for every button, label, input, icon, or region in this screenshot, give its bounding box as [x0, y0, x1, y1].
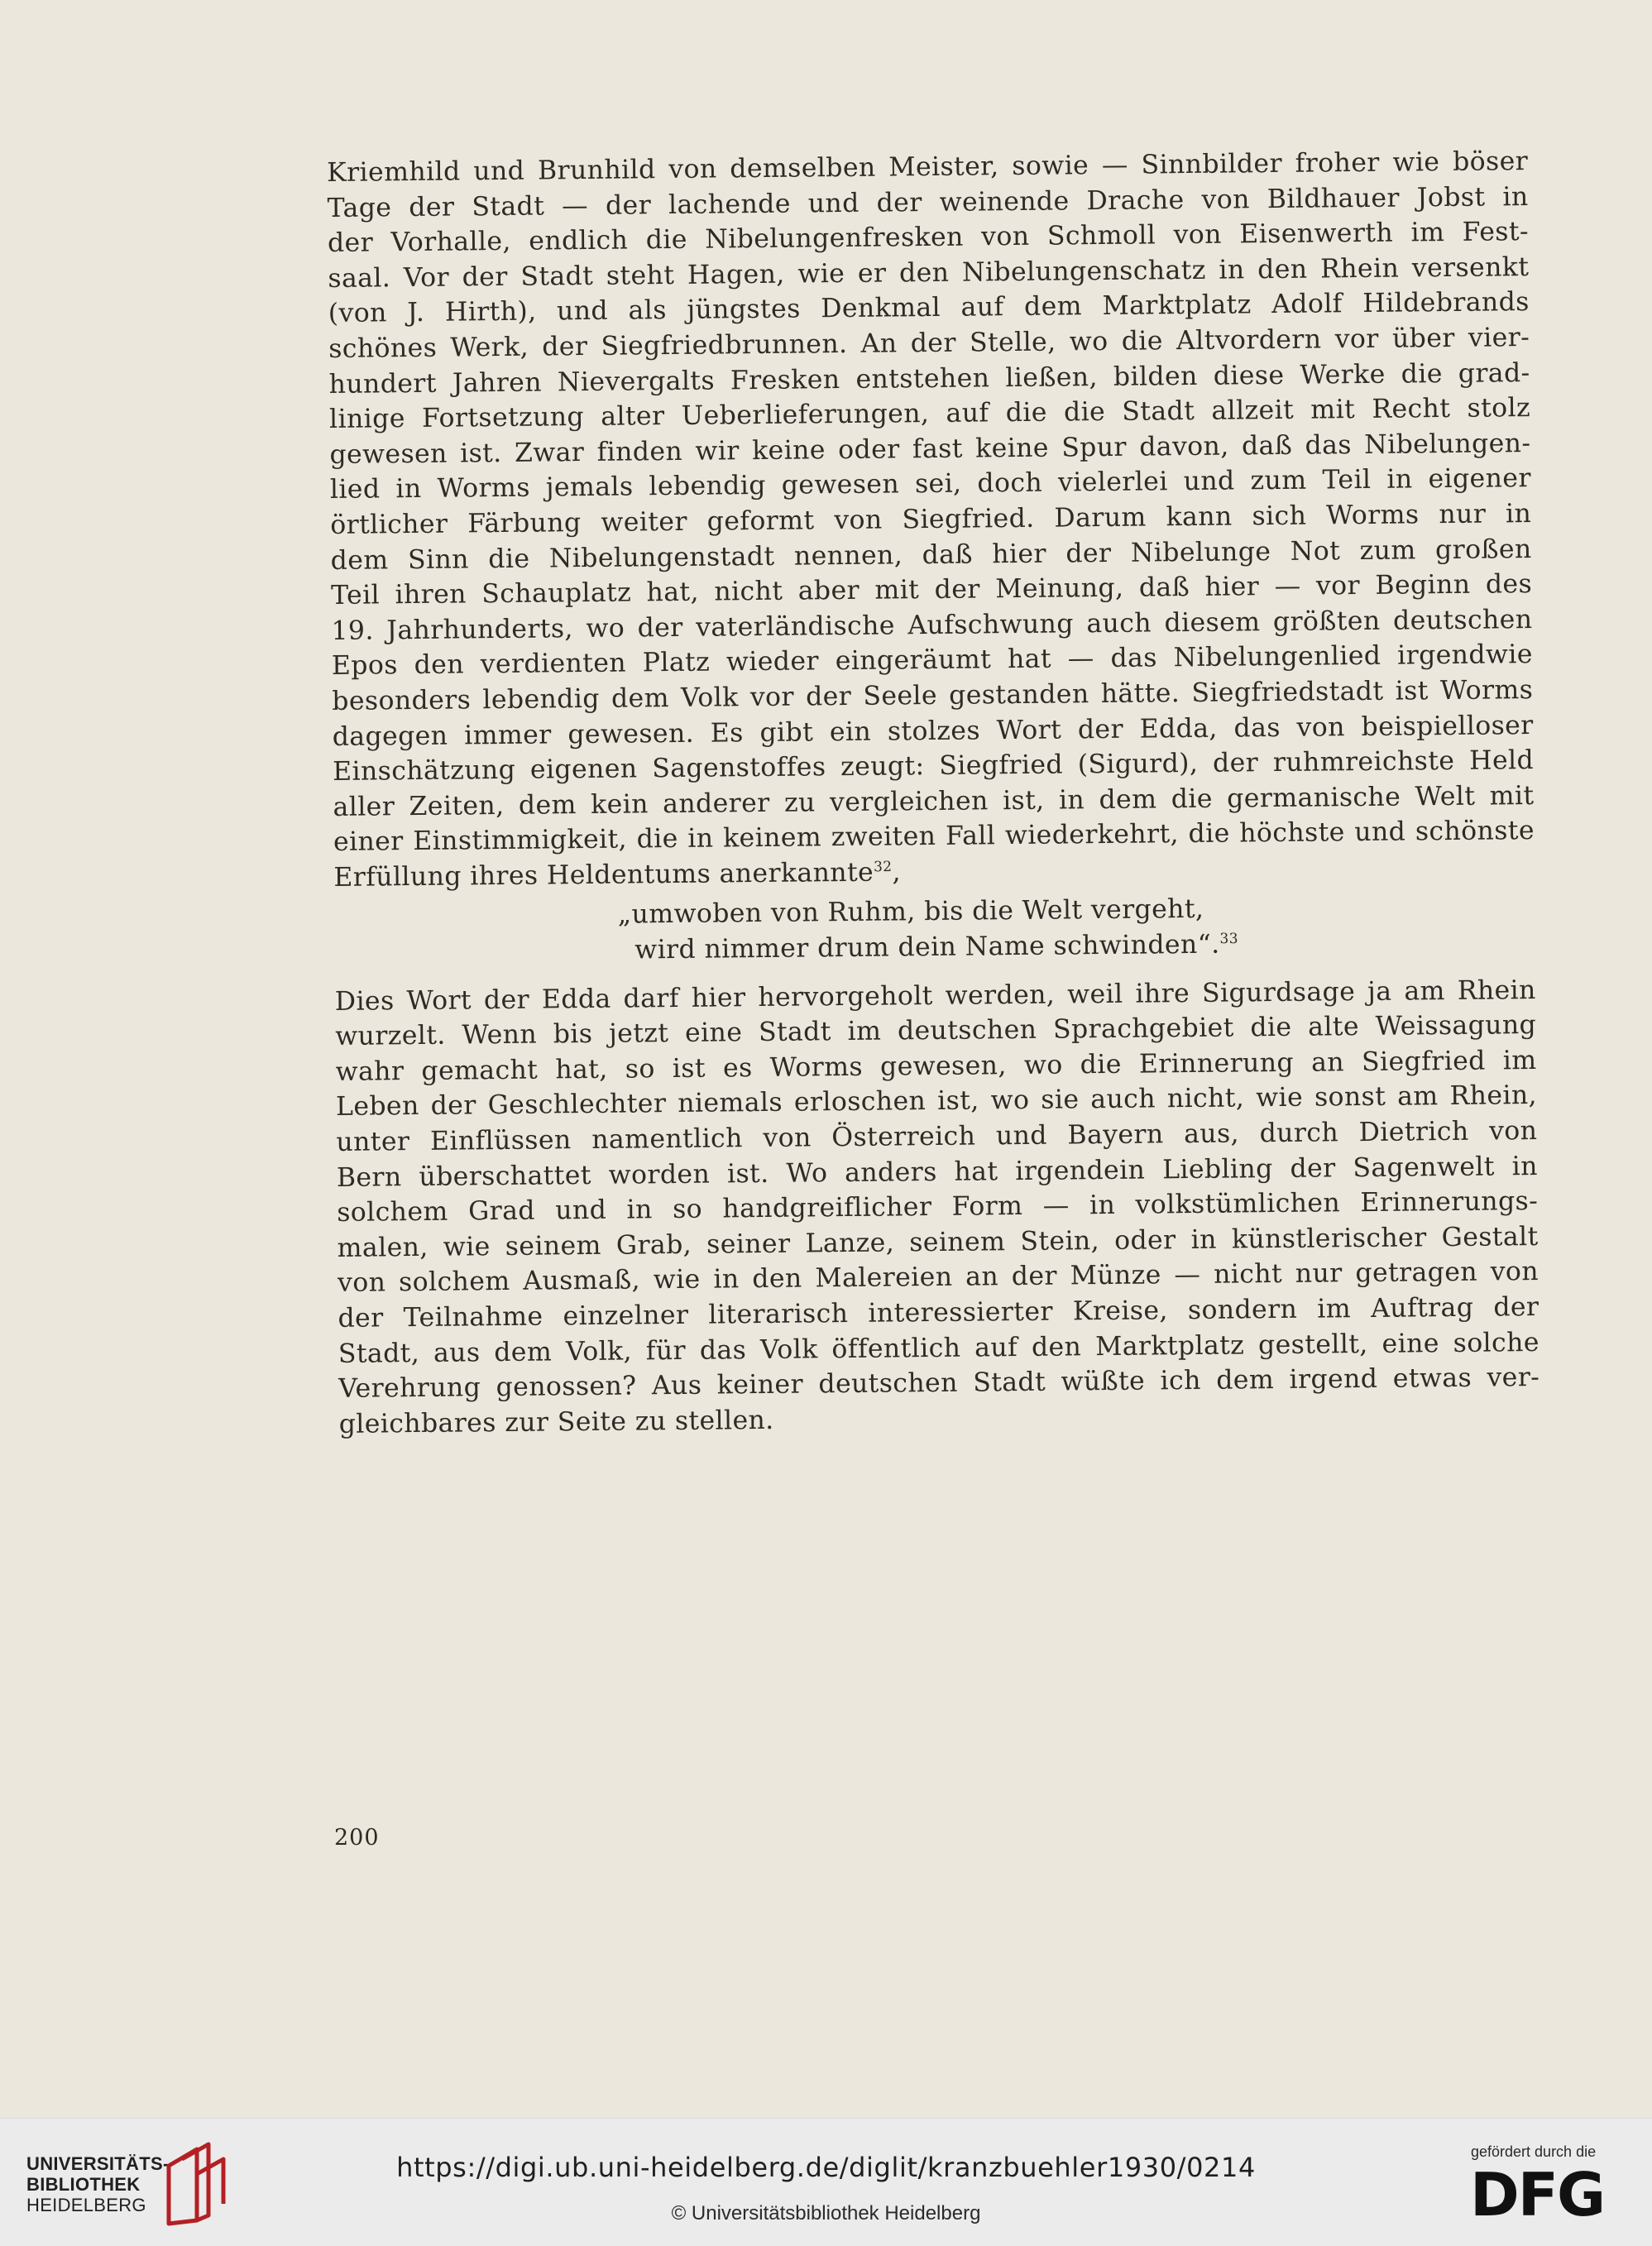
paragraph-2-line-11: Stadt, aus dem Volk, für das Volk öffentlich auf den Marktplatz gestellt, eine solche — [338, 1327, 1540, 1369]
verse-quote — [334, 888, 1536, 970]
verse-line-1: „umwoben von Ruhm, bis die Welt vergeht, — [617, 894, 1204, 931]
paragraph-1-line-15: Epos den verdienten Platz wieder eingeräumt hat — das Nibelungenlied irgendwie — [331, 639, 1534, 682]
paragraph-1-line-18: Einschätzung eigenen Sagenstoffes zeugt: Siegfried (Sigurd), der ruhmreichste Held — [332, 745, 1535, 788]
verse-line-2: wird nimmer drum dein Name schwinden“.$^{33}$ — [634, 929, 1239, 965]
paragraph-2-line-4: Leben der Geschlechter niemals erloschen ist, wo sie auch nicht, wie sonst am Rhein, — [335, 1080, 1538, 1123]
paragraph-2-line-13: gleichbares zur Seite zu stellen. — [338, 1405, 774, 1439]
paragraph-1-line-2: Tage der Stadt — der lachende und der weinende Drache von Bildhauer Jobst in — [327, 181, 1529, 223]
page-number: 200 — [334, 1825, 380, 1851]
paragraph-1-line-9: gewesen ist. Zwar finden wir keine oder fast keine Spur davon, daß das Nibelungen- — [329, 428, 1531, 470]
paragraph-1-line-3: der Vorhalle, endlich die Nibelungenfresken von Schmoll von Eisenwerth im Fest- — [327, 217, 1530, 259]
paragraph-2-line-5: unter Einflüssen namentlich von Österreich und Bayern aus, durch Dietrich von — [336, 1116, 1538, 1157]
paragraph-1-line-5: (von J. Hirth), und als jüngstes Denkmal auf dem Marktplatz Adolf Hildebrands — [328, 287, 1530, 329]
library-name-line-2: BIBLIOTHEK — [26, 2174, 141, 2195]
paragraph-2-line-1: Dies Wort der Edda darf hier hervorgeholt werden, weil ihre Sigurdsage ja am Rhein — [334, 975, 1536, 1017]
paragraph-2-line-3: wahr gemacht hat, so ist es Worms gewesen, wo die Erinnerung an Siegfried im — [335, 1045, 1537, 1087]
paragraph-1-line-20: einer Einstimmigkeit, die in keinem zweiten Fall wiederkehrt, die höchste und schönste — [333, 816, 1535, 858]
paragraph-1 — [327, 144, 1535, 860]
paragraph-1-line-19: aller Zeiten, dem kein anderer zu vergleichen ist, in dem die germanische Welt mit — [333, 780, 1535, 822]
paragraph-1-line-4: saal. Vor der Stadt steht Hagen, wie er den Nibelungenschatz in den Rhein versenkt — [328, 251, 1530, 294]
paragraph-1-line-7: hundert Jahren Nievergalts Fresken entstehen ließen, bilden diese Werke die grad- — [328, 357, 1530, 400]
copyright-notice: © Universitätsbibliothek Heidelberg — [671, 2202, 981, 2224]
paragraph-2-line-2: wurzelt. Wenn bis jetzt eine Stadt im deutschen Sprachgebiet die alte Weissagung — [335, 1010, 1537, 1052]
permalink-url[interactable]: https://digi.ub.uni-heidelberg.de/diglit/kranzbuehler1930/0214 — [396, 2152, 1256, 2183]
paragraph-2-line-10: der Teilnahme einzelner literarisch interessierter Kreise, sondern im Auftrag der — [338, 1291, 1539, 1334]
footnote-ref-33[interactable]: 33 — [1219, 931, 1239, 948]
dfg-logo-icon[interactable] — [1470, 2166, 1627, 2220]
paragraph-2-line-9: von solchem Ausmaß, wie in den Malereien an der Münze — nicht nur getragen von — [337, 1257, 1539, 1299]
paragraph-1-line-6: schönes Werk, der Siegfriedbrunnen. An der Stelle, wo die Altvordern vor über vier- — [328, 323, 1530, 364]
library-name-line-1: UNIVERSITÄTS- — [26, 2153, 170, 2174]
paragraph-1-line-16: besonders lebendig dem Volk vor der Seele gestanden hätte. Siegfriedstadt ist Worms — [332, 674, 1534, 716]
paragraph-2 — [335, 973, 1540, 1443]
paragraph-1-line-1: Kriemhild und Brunhild von demselben Meister, sowie — Sinnbilder froher wie böser — [327, 146, 1529, 188]
paragraph-1-line-10: lied in Worms jemals lebendig gewesen sei, doch vielerlei und zum Teil in eigener — [329, 463, 1531, 505]
paragraph-2-line-8: malen, wie seinem Grab, seiner Lanze, seinem Stein, oder in künstlerischer Gestalt — [337, 1221, 1539, 1263]
paragraph-1-line-12: dem Sinn die Nibelungenstadt nennen, daß hier der Nibelunge Not zum großen — [330, 534, 1532, 576]
funding-label: gefördert durch die — [1471, 2143, 1597, 2160]
paragraph-1-last-line: Erfüllung ihres Heldentums anerkannte$^{32}$, — [333, 857, 902, 893]
paragraph-1-line-13: Teil ihren Schauplatz hat, nicht aber mit der Meinung, daß hier — vor Beginn des — [330, 569, 1533, 611]
footnote-ref-32[interactable]: 32 — [873, 858, 893, 876]
paragraph-2-line-12: Verehrung genossen? Aus keiner deutschen Stadt wüßte ich dem irgend etwas ver- — [338, 1362, 1540, 1405]
paragraph-1-line-14: 19. Jahrhunderts, wo der vaterländische Aufschwung auch diesem größten deutschen — [331, 604, 1533, 646]
paragraph-1-line-8: linige Fortsetzung alter Ueberlieferungen, auf die die Stadt allzeit mit Recht stolz — [328, 393, 1531, 435]
library-name-line-3: HEIDELBERG — [26, 2195, 146, 2215]
paragraph-2-line-6: Bern überschattet worden ist. Wo anders hat irgendein Liebling der Sagenwelt in — [336, 1151, 1538, 1193]
paragraph-2-line-7: solchem Grad und in so handgreiflicher Form — in volkstümlichen Erinnerungs- — [337, 1186, 1539, 1228]
dfg-logo-text: DFG — [1470, 2166, 1605, 2220]
paragraph-1-line-11: örtlicher Färbung weiter geformt von Siegfried. Darum kann sich Worms nur in — [330, 498, 1532, 540]
main-text — [327, 144, 1540, 1442]
paragraph-1-line-17: dagegen immer gewesen. Es gibt ein stolzes Wort der Edda, das von beispielloser — [332, 710, 1534, 752]
